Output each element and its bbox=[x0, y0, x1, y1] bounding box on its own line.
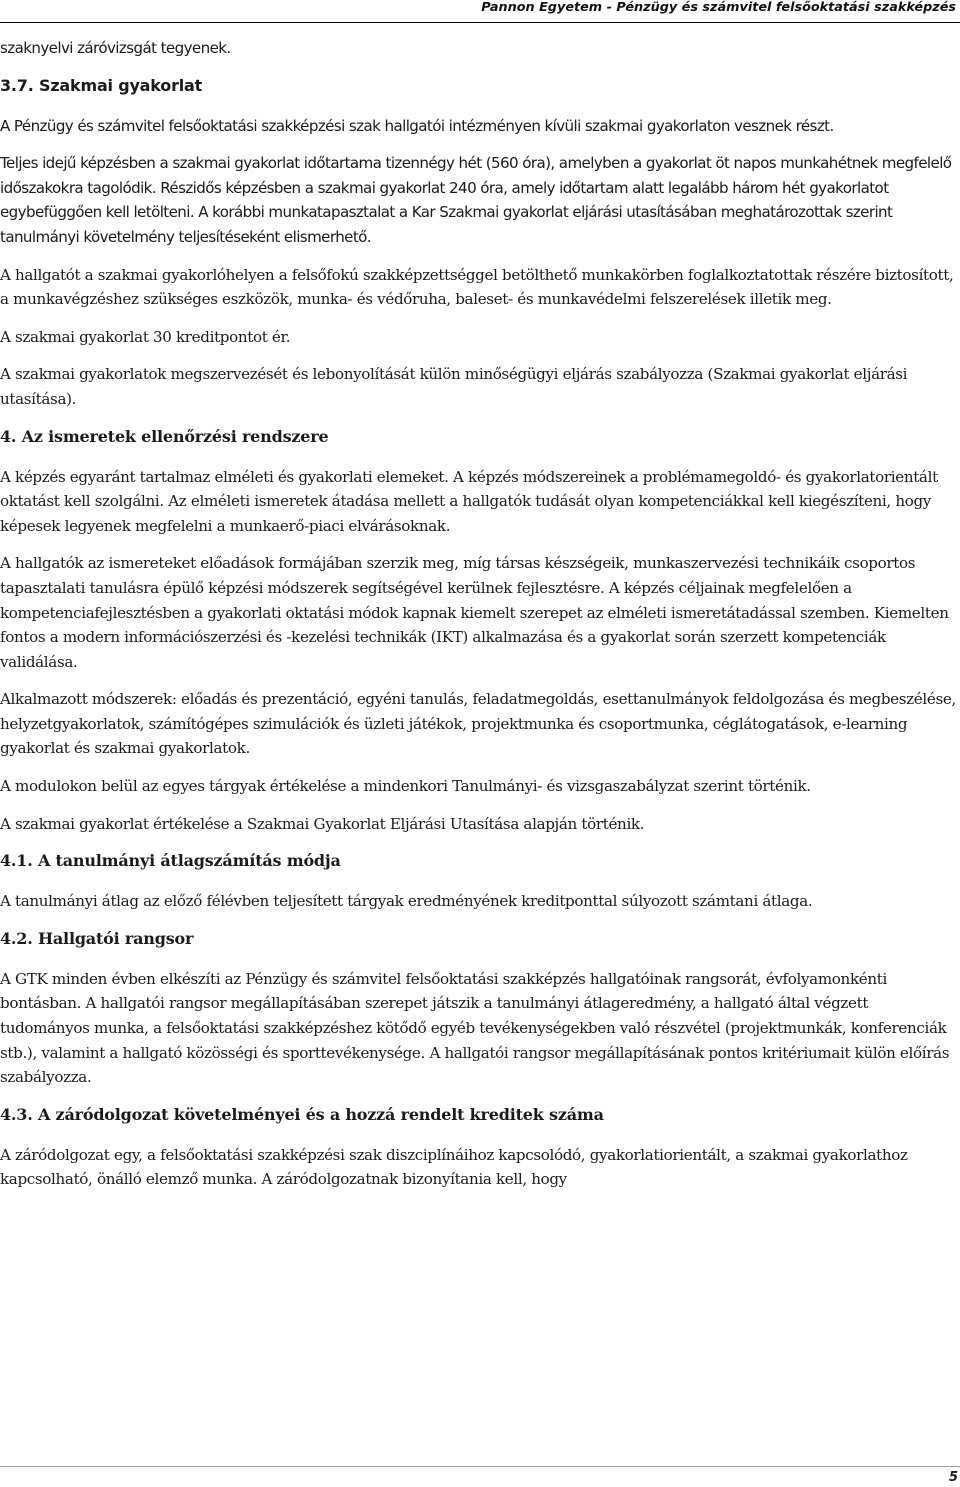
paragraph-3-7-c: A hallgatót a szakmai gyakorlóhelyen a felsőfokú szakképzettséggel betölthető munkakörben foglalkoztatottak részére biztosított, a munkavégzéshez szükséges eszközök, munka- és védőruha, baleset- és munkavédelmi felszerelések illetik meg. bbox=[0, 265, 954, 309]
header-rule bbox=[0, 22, 960, 23]
paragraph-4-a: A képzés egyaránt tartalmaz elméleti és gyakorlati elemeket. A képzés módszereinek a problémamegoldó- és gyakorlatorientált oktatást kell szolgálni. Az elméleti ismeretek átadása mellett a hallgatók tudását olyan kompetenciákkal kell kiegészíteni, hogy képesek legyenek megfelelni a munkaerő-piaci elvárásoknak. bbox=[0, 467, 938, 535]
intro-paragraph: szaknyelvi záróvizsgát tegyenek. bbox=[0, 39, 231, 57]
paragraph-4-e: A szakmai gyakorlat értékelése a Szakmai Gyakorlat Eljárási Utasítása alapján történik. bbox=[0, 814, 645, 833]
paragraph-3-7-a: A Pénzügy és számvitel felsőoktatási szakképzési szak hallgatói intézményen kívüli szakmai gyakorlaton vesznek részt. bbox=[0, 116, 834, 135]
document-body bbox=[0, 36, 958, 1205]
paragraph-4-3: A záródolgozat egy, a felsőoktatási szakképzési szak diszciplínáihoz kapcsolódó, gyakorlatiorientált, a szakmai gyakorlathoz kapcsolható, önálló elemző munka. A záródolgozatnak bizonyítania kell, hogy bbox=[0, 1145, 908, 1189]
paragraph-3-7-b-part1: Teljes idejű képzésben a szakmai gyakorlat időtartama tizennégy hét (560 óra), amelyben a gyakorlat öt napos munkahétnek megfelelő időszakokra tagolódik. Részidős képzésben a szakmai gyakorlat 240 óra, amely időtartam alatt legalább három hét gyakorlatot egybefüggően kell letölteni. bbox=[0, 154, 952, 222]
paragraph-3-7-e: A szakmai gyakorlatok megszervezését és lebonyolítását külön minőségügyi eljárás szabályozza (Szakmai gyakorlat eljárási utasítása). bbox=[0, 365, 908, 408]
paragraph-4-b: A hallgatók az ismereteket előadások formájában szerzik meg, míg társas készségeik, munkaszervezési technikáik csoportos tapasztalati tanulásra épülő képzési módszerek segítségével kerülnek fejlesztésre. A képzés céljainak megfelelően a kompetenciafejlesztésben a gyakorlati oktatási módok kapnak kiemelt szerepet az elméleti ismeretátadással szemben. Kiemelten fontos a modern információszerzési és -kezelési technikák (IKT) alkalmazása és a gyakorlat során szerzett kompetenciák validálása. bbox=[0, 554, 949, 671]
paragraph-3-7-d: A szakmai gyakorlat 30 kreditpontot ér. bbox=[0, 327, 291, 346]
paragraph-4-c: Alkalmazott módszerek: előadás és prezentáció, egyéni tanulás, feladatmegoldás, esettanulmányok feldolgozása és megbeszélése, helyzetgyakorlatok, számítógépes szimulációk és üzleti játékok, projektmunka és csoportmunka, céglátogatások, e-learning gyakorlat és szakmai gyakorlatok. bbox=[0, 690, 956, 758]
heading-4-1: 4.1. A tanulmányi átlagszámítás módja bbox=[0, 851, 341, 871]
heading-3-7: 3.7. Szakmai gyakorlat bbox=[0, 75, 203, 95]
heading-4: 4. Az ismeretek ellenőrzési rendszere bbox=[0, 426, 329, 446]
running-header: Pannon Egyetem - Pénzügy és számvitel felsőoktatási szakképzés bbox=[481, 0, 956, 15]
paragraph-3-7-b bbox=[0, 151, 958, 249]
paragraph-4-2: A GTK minden évben elkészíti az Pénzügy és számvitel felsőoktatási szakképzés hallgatóinak rangsorát, évfolyamonkénti bontásban. A hallgatói rangsor megállapításában szerepet játszik a tanulmányi átlageredmény, a hallgató által végzett tudományos munka, a felsőoktatási szakképzéshez kötődő egyéb tevékenységekben való részvétel (projektmunkák, konferenciák stb.), valamint a hallgató közösségi és sporttevékenysége. A hallgatói rangsor megállapításának pontos kritériumait külön előírás szabályozza. bbox=[0, 969, 950, 1087]
paragraph-4-1: A tanulmányi átlag az előző félévben teljesített tárgyak eredményének kreditponttal súlyozott számtani átlaga. bbox=[0, 892, 813, 911]
heading-4-2: 4.2. Hallgatói rangsor bbox=[0, 928, 194, 948]
paragraph-3-7-b-part2: A korábbi munkatapasztalat a Kar Szakmai gyakorlat eljárási utasításában meghatározottak szerint tanulmányi követelmény teljesítéseként elismerhető. bbox=[0, 203, 893, 246]
paragraph-4-d: A modulokon belül az egyes tárgyak értékelése a mindenkori Tanulmányi- és vizsgaszabályzat szerint történik. bbox=[0, 777, 811, 796]
footer-rule bbox=[0, 1466, 960, 1467]
page-number: 5 bbox=[948, 1470, 958, 1485]
heading-4-3: 4.3. A záródolgozat követelményei és a hozzá rendelt kreditek száma bbox=[0, 1104, 604, 1124]
